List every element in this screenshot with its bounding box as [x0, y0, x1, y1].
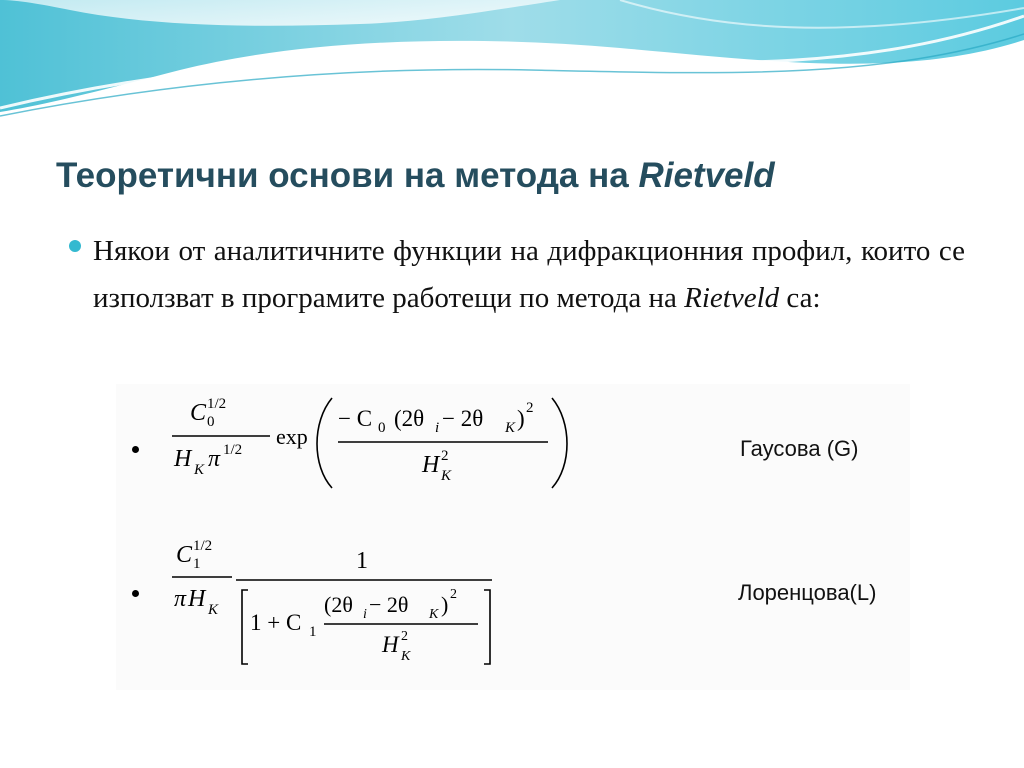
lorentz-h-sub: K [208, 602, 219, 618]
bullet-text [93, 228, 965, 322]
lorentz-c: C [176, 542, 193, 568]
lorentz-pi: π [174, 586, 187, 612]
lorentz-2theta-i: (2θ [324, 592, 353, 617]
gauss-inner-k: K [505, 420, 516, 436]
lorentz-one-plus-c: 1 + C [250, 610, 302, 635]
gauss-inner-h: H [422, 452, 440, 478]
lorentz-close: ) [441, 592, 449, 617]
lorentz-c1-sub: 1 [309, 624, 317, 640]
gauss-c: C [190, 400, 207, 426]
gauss-h-sub: K [194, 462, 205, 478]
slide-title [56, 156, 775, 196]
gauss-inner-minus-c: − C [338, 406, 373, 431]
bullet-text-part-2: са: [779, 282, 821, 314]
bullet-text-rietveld: Rietveld [684, 282, 780, 314]
lorentz-minus-2theta: − 2θ [369, 592, 409, 617]
gauss-inner-i: i [435, 420, 440, 436]
bullet-marker [69, 240, 81, 252]
gauss-inner-h-sup: 2 [441, 448, 449, 464]
gauss-inner-h-sub: K [441, 468, 452, 484]
formula-panel [116, 384, 910, 690]
lorentz-inner-h-sup: 2 [401, 629, 408, 644]
lorentz-inner-h-sub: K [401, 649, 411, 664]
gauss-c-sub: 0 [207, 414, 215, 430]
slide-title-rietveld: Rietveld [638, 156, 775, 195]
gauss-inner-2theta-i: (2θ [394, 406, 425, 431]
header-wave-decoration [0, 0, 1024, 130]
lorentz-power: 2 [450, 587, 457, 602]
gauss-c-sup: 1/2 [207, 396, 227, 412]
gauss-inner-power: 2 [526, 400, 534, 416]
lorentz-c-sup: 1/2 [193, 538, 213, 554]
gauss-inner-c-sub: 0 [378, 420, 386, 436]
slide-title-main: Теоретични основи на метода на [56, 156, 639, 195]
gauss-pi-sup: 1/2 [223, 442, 243, 458]
gauss-formula [116, 384, 910, 690]
lorentz-c-sub: 1 [193, 556, 201, 572]
label-lorentz: Лоренцова(L) [738, 580, 877, 605]
bullet-text-part-1: Някои от аналитичните функции на дифракционния профил, които се използват в програмите работещи по метода на [93, 235, 965, 314]
gauss-inner-close: ) [517, 406, 525, 431]
lorentz-h: H [188, 586, 206, 612]
lorentz-one: 1 [356, 548, 368, 574]
gauss-pi: π [208, 446, 221, 472]
label-gauss: Гаусова (G) [740, 436, 859, 461]
lorentz-inner-h: H [382, 632, 399, 657]
gauss-inner-minus-2theta: − 2θ [442, 406, 484, 431]
gauss-exp: exp [276, 424, 308, 449]
gauss-h: H [174, 446, 192, 472]
lorentz-i: i [363, 607, 367, 622]
lorentz-k: K [429, 607, 439, 622]
